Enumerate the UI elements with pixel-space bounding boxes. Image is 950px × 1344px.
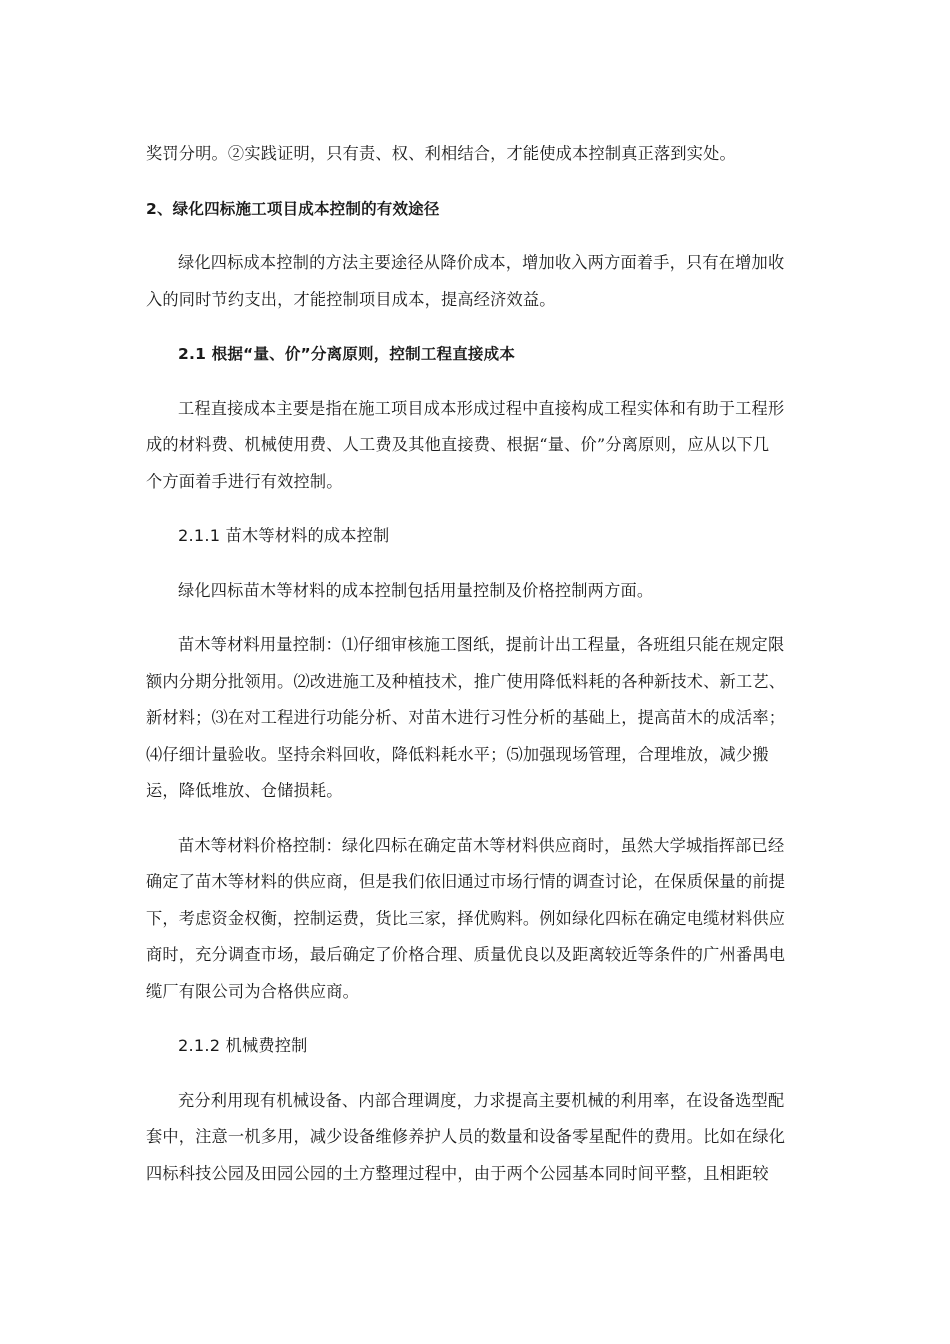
machinery-control-paragraph <box>146 1083 806 1193</box>
paragraph-line: 个方面着手进行有效控制。 <box>146 471 343 491</box>
paragraph-line: 确定了苗木等材料的供应商，但是我们依旧通过市场行情的调查讨论，在保质保量的前提 <box>146 872 786 891</box>
paragraph-line: 套中，注意一机多用，减少设备维修养护人员的数量和设备零星配件的费用。比如在绿化 <box>146 1127 786 1146</box>
paragraph-line: 运，降低堆放、仓储损耗。 <box>146 781 343 800</box>
section2-intro-paragraph <box>146 245 806 318</box>
paragraph-line: 四标科技公园及田园公园的土方整理过程中，由于两个公园基本同时间平整，且相距较 <box>146 1163 769 1183</box>
quantity-control-paragraph <box>146 627 806 810</box>
section2-1-paragraph <box>146 391 806 501</box>
paragraph-line: 新材料；⑶在对工程进行功能分析、对苗木进行习性分析的基础上，提高苗木的成活率； <box>146 708 786 727</box>
paragraph-line: 下，考虑资金权衡，控制运费，货比三家，择优购料。例如绿化四标在确定电缆材料供应 <box>146 908 786 928</box>
paragraph-line: 奖罚分明。②实践证明，只有责、权、利相结合，才能使成本控制真正落到实处。 <box>146 144 736 163</box>
price-control-paragraph <box>146 828 806 1011</box>
paragraph-line: 入的同时节约支出，才能控制项目成本，提高经济效益。 <box>146 289 556 309</box>
paragraph-line: 成的材料费、机械使用费、人工费及其他直接费、根据“量、价”分离原则，应从以下几 <box>146 435 770 454</box>
paragraph-line: 缆厂有限公司为合格供应商。 <box>146 981 360 1001</box>
paragraph-line: 商时，充分调查市场，最后确定了价格合理、质量优良以及距离较近等条件的广州番禺电 <box>146 945 786 964</box>
section-heading: 2、绿化四标施工项目成本控制的有效途径 <box>146 199 440 218</box>
paragraph-line: 工程直接成本主要是指在施工项目成本形成过程中直接构成工程实体和有助于工程形 <box>178 398 785 418</box>
paragraph-line: 苗木等材料价格控制：绿化四标在确定苗木等材料供应商时，虽然大学城指挥部已经 <box>178 835 785 855</box>
paragraph-line: ⑷仔细计量验收。坚持余料回收，降低料耗水平；⑸加强现场管理，合理堆放，减少搬 <box>146 744 769 764</box>
paragraph-line: 绿化四标成本控制的方法主要途径从降价成本，增加收入两方面着手，只有在增加收 <box>178 253 785 272</box>
paragraph-line: 充分利用现有机械设备、内部合理调度，力求提高主要机械的利用率，在设备选型配 <box>178 1090 785 1110</box>
heading-title: 机械费控制 <box>225 1036 308 1055</box>
heading-number: 2.1.2 <box>178 1036 221 1055</box>
heading-title: 苗木等材料的成本控制 <box>225 526 390 545</box>
subsubsection-heading <box>146 518 806 555</box>
subsection-heading: 2.1 根据“量、价”分离原则，控制工程直接成本 <box>178 345 516 363</box>
paragraph-line: 绿化四标苗木等材料的成本控制包括用量控制及价格控制两方面。 <box>178 580 654 600</box>
document-body <box>146 136 806 1192</box>
subsubsection-heading <box>146 1028 806 1065</box>
heading-number: 2.1.1 <box>178 526 221 545</box>
paragraph-line: 额内分期分批领用。⑵改进施工及种植技术，推广使用降低料耗的各种新技术、新工艺、 <box>146 671 786 691</box>
paragraph-line: 苗木等材料用量控制：⑴仔细审核施工图纸，提前计出工程量，各班组只能在规定限 <box>178 635 785 654</box>
